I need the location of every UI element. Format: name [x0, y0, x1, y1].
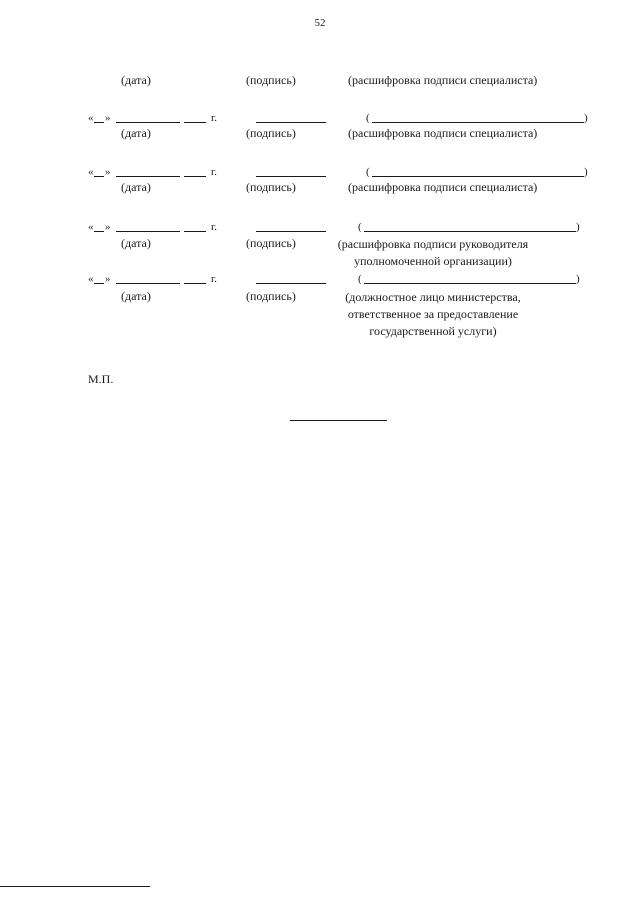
date-caption: (дата): [121, 289, 151, 303]
name-field: [372, 166, 584, 177]
paren-close: ): [584, 112, 588, 124]
month-field: [116, 112, 180, 123]
month-field: [116, 221, 180, 232]
date-caption: (дата): [121, 126, 151, 140]
signature-caption: (подпись): [246, 289, 296, 303]
quote-open: «: [88, 221, 94, 233]
name-field: [364, 221, 576, 232]
quote-open: «: [88, 273, 94, 285]
specialist-caption: (расшифровка подписи специалиста): [348, 73, 538, 87]
date-caption: (дата): [121, 180, 151, 194]
quote-close: »: [105, 273, 111, 285]
name-field: [364, 273, 576, 284]
signature-line-row: [88, 166, 598, 180]
quote-open: «: [88, 166, 94, 178]
day-field: [94, 112, 104, 123]
day-field: [94, 273, 104, 284]
date-caption: (дата): [121, 236, 151, 250]
signature-field: [256, 166, 326, 177]
year-suffix: г.: [211, 112, 218, 124]
page-number: 52: [314, 17, 326, 29]
specialist-caption: (расшифровка подписи специалиста): [348, 180, 538, 194]
signature-caption: (подпись): [246, 73, 296, 87]
year-field: [184, 112, 206, 123]
date-caption: (дата): [121, 73, 151, 87]
specialist-caption: (расшифровка подписи специалиста): [348, 126, 538, 140]
signature-field: [256, 273, 326, 284]
quote-close: »: [105, 112, 111, 124]
month-field: [116, 273, 180, 284]
paren-close: ): [576, 273, 580, 285]
paren-open: (: [366, 166, 370, 178]
paren-open: (: [358, 221, 362, 233]
signature-line-row: [88, 221, 598, 235]
name-field: [372, 112, 584, 123]
paren-close: ): [576, 221, 580, 233]
signature-field: [256, 112, 326, 123]
stamp-placeholder: М.П.: [88, 372, 114, 386]
year-suffix: г.: [211, 166, 218, 178]
year-suffix: г.: [211, 221, 218, 233]
quote-close: »: [105, 166, 111, 178]
separator-line: [290, 420, 387, 421]
signature-line-row: [88, 112, 598, 126]
day-field: [94, 221, 104, 232]
year-field: [184, 221, 206, 232]
year-suffix: г.: [211, 273, 218, 285]
signature-line-row: [88, 273, 598, 287]
signature-field: [256, 221, 326, 232]
official-caption: (должностное лицо министерства, ответственное за предоставление государственной услуги): [345, 290, 521, 338]
quote-close: »: [105, 221, 111, 233]
day-field: [94, 166, 104, 177]
footer-line: [0, 886, 150, 887]
year-field: [184, 166, 206, 177]
paren-close: ): [584, 166, 588, 178]
paren-open: (: [366, 112, 370, 124]
quote-open: «: [88, 112, 94, 124]
manager-caption: (расшифровка подписи руководителя уполномоченной организации): [337, 237, 529, 268]
signature-caption: (подпись): [246, 126, 296, 140]
signature-caption: (подпись): [246, 236, 296, 250]
paren-open: (: [358, 273, 362, 285]
month-field: [116, 166, 180, 177]
signature-caption: (подпись): [246, 180, 296, 194]
year-field: [184, 273, 206, 284]
